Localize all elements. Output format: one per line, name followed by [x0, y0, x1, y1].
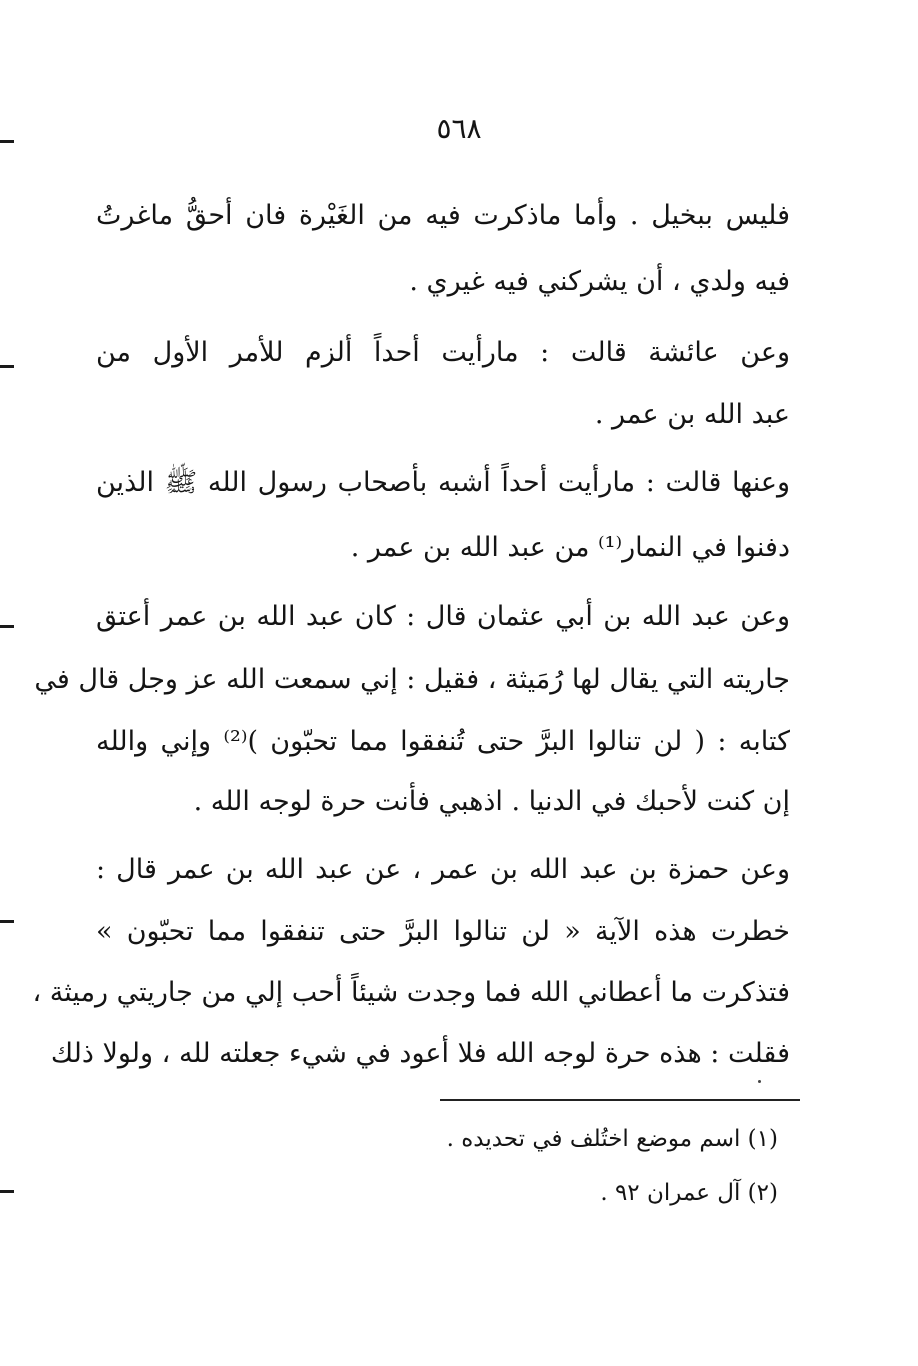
- margin-tick-mark: [0, 920, 14, 923]
- text-line: وعن حمزة بن عبد الله بن عمر ، عن عبد الله بن عمر قال :: [96, 854, 790, 885]
- text-line: كتابه : ( لن تنالوا البرَّ حتى تُنفقوا مما تحبّون )⁽²⁾ وإني والله: [96, 726, 790, 757]
- text-line: دفنوا في النمار⁽¹⁾ من عبد الله بن عمر .: [350, 532, 790, 563]
- text-line: وعن عائشة قالت : مارأيت أحداً ألزم للأمر الأول من: [96, 337, 790, 368]
- text-line: إن كنت لأحبك في الدنيا . اذهبي فأنت حرة لوجه الله .: [193, 786, 790, 817]
- margin-tick-mark: [0, 1190, 14, 1193]
- footnote-2: (٢) آل عمران ٩٢ .: [600, 1180, 778, 1206]
- footnote-1: (١) اسم موضع اختُلف في تحديده .: [446, 1126, 778, 1152]
- text-line: فليس ببخيل . وأما ماذكرت فيه من الغَيْرة فان أحقُّ ماغرتُ: [96, 200, 790, 231]
- text-line: عبد الله بن عمر .: [594, 399, 790, 430]
- margin-tick-mark: [0, 625, 14, 628]
- footnote-rule: [440, 1099, 800, 1101]
- stray-mark: [758, 1080, 761, 1083]
- text-line: وعن عبد الله بن أبي عثمان قال : كان عبد الله بن عمر أعتق: [96, 601, 790, 632]
- margin-tick-mark: [0, 365, 14, 368]
- text-line: فتذكرت ما أعطاني الله فما وجدت شيئاً أحب إلي من جاريتي رميثة ،: [32, 977, 790, 1008]
- text-line: جاريته التي يقال لها رُمَيثة ، فقيل : إني سمعت الله عز وجل قال في: [34, 664, 790, 695]
- text-line: وعنها قالت : مارأيت أحداً أشبه بأصحاب رسول الله ﷺ الذين: [96, 467, 790, 498]
- text-line: خطرت هذه الآية « لن تنالوا البرَّ حتى تنفقوا مما تحبّون »: [96, 916, 790, 947]
- page-number: ٥٦٨: [436, 112, 482, 145]
- text-line: فيه ولدي ، أن يشركني فيه غيري .: [409, 266, 790, 297]
- text-line: فقلت : هذه حرة لوجه الله فلا أعود في شيء جعلته لله ، ولولا ذلك: [50, 1038, 790, 1069]
- margin-tick-mark: [0, 140, 14, 143]
